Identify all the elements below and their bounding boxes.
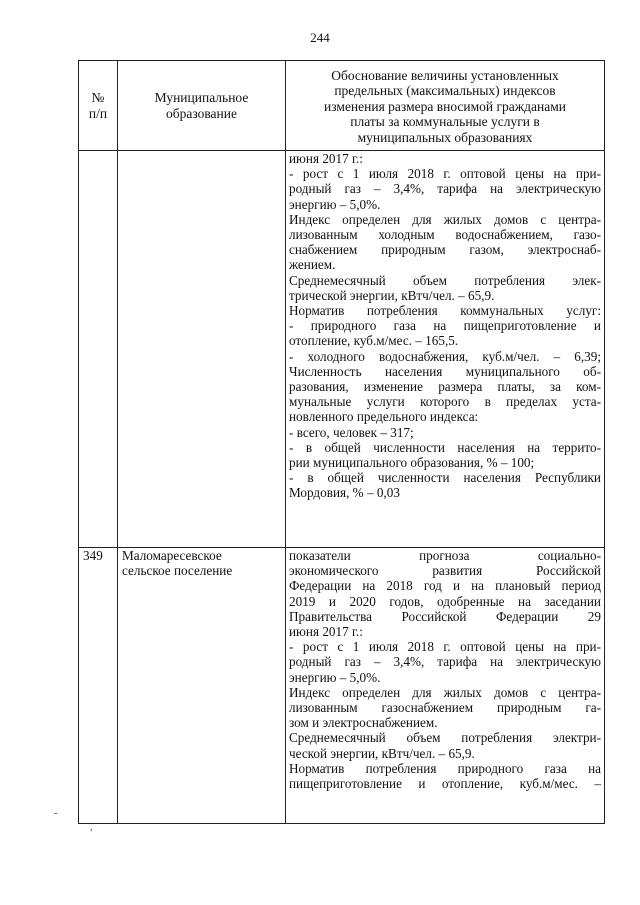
page-number: 244 — [310, 30, 330, 45]
text-line: новленного предельного индекса: — [289, 409, 479, 425]
row-number-cell — [79, 151, 118, 548]
text-line: ческой энергии, кВтч/чел. – 65,9. — [289, 745, 475, 761]
text-line: - в общей численности населения Республики — [289, 470, 601, 486]
text-line: Среднемесячный объем потребления электри- — [289, 730, 601, 746]
row-number-cell: 349 — [79, 548, 118, 824]
header-justification — [286, 61, 605, 151]
text-line: Правительства Российской Федерации 29 — [289, 608, 601, 624]
header-number-line: № — [91, 90, 105, 105]
row-municipality-cell — [118, 151, 286, 548]
text-line: показатели прогноза социально- — [289, 548, 601, 563]
header-municipality — [118, 61, 286, 151]
indices-table — [78, 60, 605, 824]
text-line: энергию – 5,0%. — [289, 196, 381, 212]
text-line: пищеприготовление и отопление, куб.м/мес. – — [289, 776, 601, 792]
table-row — [79, 548, 605, 824]
header-number — [79, 61, 118, 151]
text-line: снабжением природным газом, электроснаб- — [289, 242, 601, 258]
table-header-row — [79, 61, 605, 151]
row-justification-cell — [286, 548, 605, 824]
row-justification-cell — [286, 151, 605, 548]
municipality-name-line: сельское поселение — [122, 563, 233, 579]
text-line: - в общей численности населения на террито- — [289, 439, 601, 455]
text-line: - природного газа на пищеприготовление и — [289, 318, 601, 334]
text-line: - всего, человек – 317; — [289, 424, 414, 440]
text-line: экономического развития Российской — [289, 563, 601, 579]
text-line: - холодного водоснабжения, куб.м/чел. – 6,39; — [289, 348, 601, 364]
header-municipality-line: образование — [166, 105, 237, 121]
text-line: - рост с 1 июля 2018 г. оптовой цены на при- — [289, 166, 601, 182]
text-line: Численность населения муниципального об- — [289, 363, 601, 379]
text-line: Норматив потребления коммунальных услуг: — [289, 303, 601, 319]
text-line: рии муниципального образования, % – 100; — [289, 455, 535, 471]
text-line: июня 2017 г.: — [289, 624, 363, 640]
text-line: Индекс определен для жилых домов с центра- — [289, 684, 601, 700]
header-justification-line: Обоснование величины установленных — [331, 67, 559, 83]
header-number-line: п/п — [88, 105, 108, 121]
header-justification-line: предельных (максимальных) индексов — [334, 83, 556, 99]
table-row — [79, 151, 605, 548]
header-municipality-line: Муниципальное — [154, 90, 249, 105]
text-line: Норматив потребления природного газа на — [289, 760, 601, 776]
text-line: мунальные услуги которого в пределах уста- — [289, 394, 601, 410]
text-line: Мордовия, % – 0,03 — [289, 485, 400, 501]
text-line: - рост с 1 июля 2018 г. оптовой цены на при- — [289, 639, 601, 655]
scan-speck: - — [54, 808, 58, 819]
text-line: жением. — [289, 257, 336, 273]
text-line: отопление, куб.м/мес. – 165,5. — [289, 333, 459, 349]
text-line: зом и электроснабжением. — [289, 715, 438, 731]
text-line: Среднемесячный объем потребления элек- — [289, 272, 601, 288]
text-line: 2019 и 2020 годов, одобренные на заседании — [289, 593, 601, 609]
text-line: трической энергии, кВтч/чел. – 65,9. — [289, 287, 495, 303]
text-line: лизованным холодным водоснабжением, газо- — [289, 227, 601, 243]
text-line: Индекс определен для жилых домов с центра- — [289, 211, 601, 227]
header-justification-line: платы за коммунальные услуги в — [350, 114, 540, 130]
row-municipality-cell — [118, 548, 286, 824]
text-line: энергию – 5,0%. — [289, 669, 381, 685]
text-line: лизованным газоснабжением природным га- — [289, 700, 601, 716]
scan-speck: , — [90, 822, 93, 833]
header-justification-line: муниципальных образованиях — [357, 129, 533, 145]
text-line: родный газ – 3,4%, тарифа на электрическую — [289, 181, 601, 197]
text-line: разования, изменение размера платы, за ком- — [289, 379, 601, 395]
text-line: июня 2017 г.: — [289, 151, 363, 166]
header-justification-line: изменения размера вносимой гражданами — [324, 98, 566, 114]
text-line: Федерации на 2018 год и на плановый период — [289, 578, 601, 594]
text-line: родный газ – 3,4%, тарифа на электрическую — [289, 654, 601, 670]
municipality-name-line: Маломаресевское — [122, 548, 222, 563]
